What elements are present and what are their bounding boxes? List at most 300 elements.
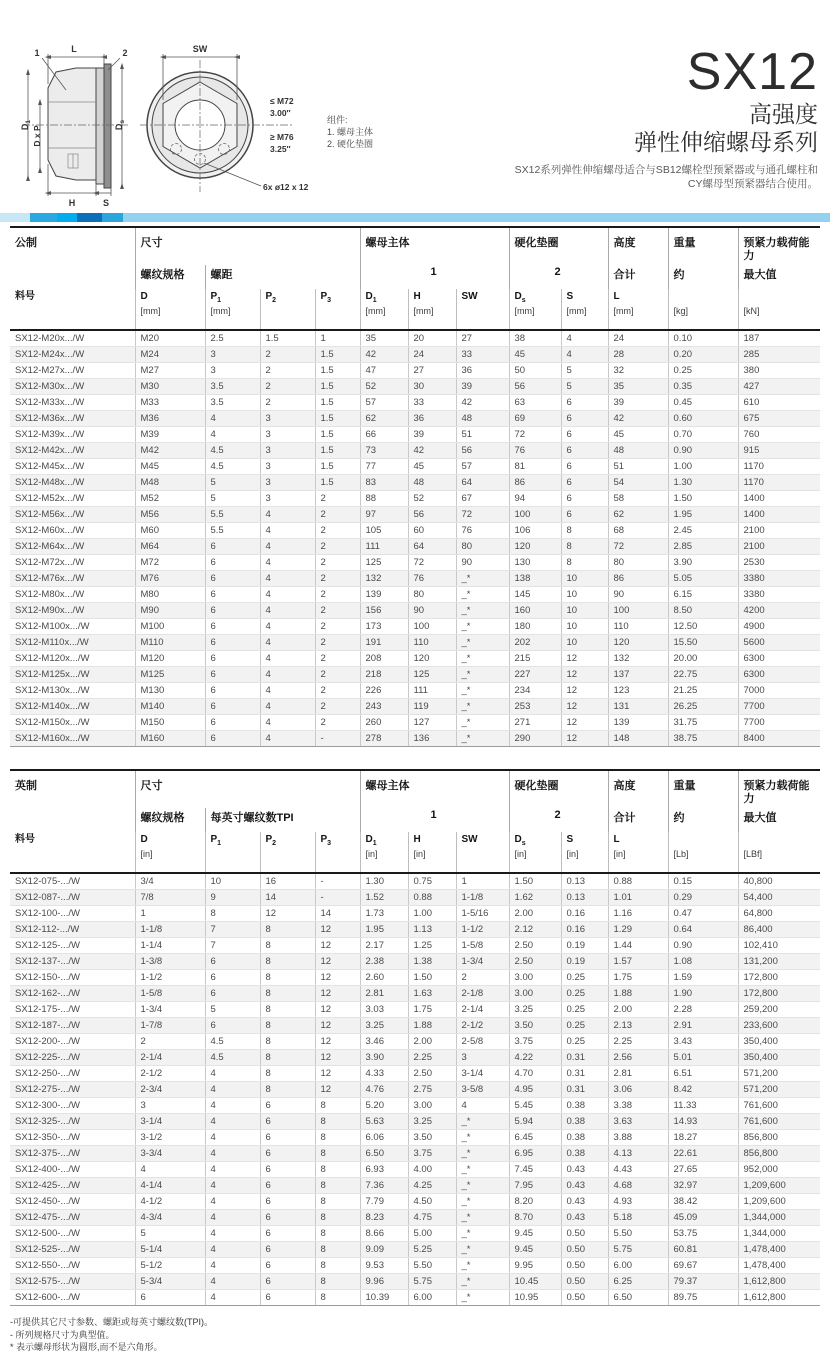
table-cell: 12	[315, 1082, 360, 1098]
table-cell: 2.91	[668, 1018, 738, 1034]
table-cell: 285	[738, 347, 820, 363]
table-cell: 1,344,000	[738, 1226, 820, 1242]
column-header: $P_3$	[315, 289, 360, 330]
table-cell: 2	[260, 363, 315, 379]
table-cell: 6	[260, 1114, 315, 1130]
table-cell: 6	[260, 1178, 315, 1194]
table-cell: 39	[456, 379, 509, 395]
table-cell: 6.25	[608, 1274, 668, 1290]
table-cell: 1400	[738, 491, 820, 507]
table-cell: 53.75	[668, 1226, 738, 1242]
table-cell: 7/8	[135, 890, 205, 906]
table-row	[10, 715, 820, 731]
table-cell: M20	[135, 330, 205, 347]
table-cell: _*	[456, 731, 509, 747]
table-cell: 4	[260, 603, 315, 619]
table-cell: 73	[360, 443, 408, 459]
group-weight-sub: 约	[668, 265, 738, 289]
table-cell: 5.45	[509, 1098, 561, 1114]
table-cell: 1-1/8	[135, 922, 205, 938]
table-row	[10, 1034, 820, 1050]
metric-table	[10, 226, 820, 747]
table-cell: 7.45	[509, 1162, 561, 1178]
table-cell: M140	[135, 699, 205, 715]
table-cell: 761,600	[738, 1114, 820, 1130]
table-cell: 2.00	[408, 1034, 456, 1050]
technical-drawings	[0, 0, 420, 210]
table-cell: SX12-M52x.../W	[10, 491, 135, 507]
table-cell: 60.81	[668, 1242, 738, 1258]
table-cell: 6	[205, 587, 260, 603]
table-cell: 191	[360, 635, 408, 651]
table-row	[10, 1146, 820, 1162]
table-cell: 5	[205, 491, 260, 507]
table-cell: 4.76	[360, 1082, 408, 1098]
table-cell: 2.13	[608, 1018, 668, 1034]
table-cell: 8	[315, 1130, 360, 1146]
table-cell: 160	[509, 603, 561, 619]
table-cell: 12	[561, 699, 608, 715]
table-cell: 3	[135, 1098, 205, 1114]
table-cell: 2.28	[668, 1002, 738, 1018]
table-cell: 0.20	[668, 347, 738, 363]
decor-bar-base	[0, 213, 830, 222]
table-cell: 675	[738, 411, 820, 427]
table-row	[10, 1114, 820, 1130]
table-cell: _*	[456, 603, 509, 619]
callout-1: 1	[34, 48, 40, 58]
table-cell: 56	[456, 443, 509, 459]
table-cell: 6	[561, 443, 608, 459]
table-cell: 6	[260, 1226, 315, 1242]
table-cell: 3.90	[360, 1050, 408, 1066]
table-cell: 5.25	[408, 1242, 456, 1258]
table-row	[10, 1242, 820, 1258]
table-cell: M27	[135, 363, 205, 379]
table-cell: 8	[315, 1098, 360, 1114]
table-row	[10, 427, 820, 443]
table-cell: 6300	[738, 651, 820, 667]
table-cell: 1,478,400	[738, 1242, 820, 1258]
table-cell: 6	[205, 667, 260, 683]
metric-table-body	[10, 330, 820, 747]
table-cell: 6	[260, 1146, 315, 1162]
table-cell: 1.90	[668, 986, 738, 1002]
table-cell: 22.61	[668, 1146, 738, 1162]
table-cell: 38.42	[668, 1194, 738, 1210]
table-cell: 760	[738, 427, 820, 443]
table-cell: 2	[315, 667, 360, 683]
legend-item-nut-body: 1. 螺母主体	[327, 127, 374, 137]
table-cell: 5.18	[608, 1210, 668, 1226]
table-cell: 11.33	[668, 1098, 738, 1114]
table-cell: 132	[608, 651, 668, 667]
page-header	[0, 0, 830, 213]
table-cell: 0.19	[561, 938, 608, 954]
table-cell: 131	[608, 699, 668, 715]
table-cell: 290	[509, 731, 561, 747]
table-cell: 6	[205, 539, 260, 555]
table-cell: 27	[408, 363, 456, 379]
table-row	[10, 1066, 820, 1082]
size-range-ge-inch: 3.25″	[270, 144, 291, 154]
table-cell: 111	[360, 539, 408, 555]
table-cell: 7.95	[509, 1178, 561, 1194]
table-cell: 1.50	[668, 491, 738, 507]
table-cell: 1.88	[408, 1018, 456, 1034]
table-cell: 4	[260, 523, 315, 539]
column-header: $P_2$	[260, 289, 315, 330]
table-cell: 2.50	[509, 938, 561, 954]
table-row	[10, 970, 820, 986]
table-cell: SX12-M24x.../W	[10, 347, 135, 363]
table-cell: 1.30	[668, 475, 738, 491]
table-cell: 3-1/4	[135, 1114, 205, 1130]
table-cell: 86	[608, 571, 668, 587]
table-cell: 187	[738, 330, 820, 347]
table-cell: 20	[408, 330, 456, 347]
table-cell: 172,800	[738, 970, 820, 986]
table-cell: 243	[360, 699, 408, 715]
table-cell: 125	[408, 667, 456, 683]
table-cell: 2	[456, 970, 509, 986]
table-cell: 33	[456, 347, 509, 363]
table-cell: 56	[509, 379, 561, 395]
legend-item-washer: 2. 硬化垫圈	[327, 139, 374, 149]
table-cell: 6	[260, 1210, 315, 1226]
table-cell: 42	[408, 443, 456, 459]
table-cell: 1.5	[315, 443, 360, 459]
group-weight: 重量	[668, 227, 738, 265]
table-cell: M48	[135, 475, 205, 491]
table-cell: 915	[738, 443, 820, 459]
table-cell: _*	[456, 1210, 509, 1226]
table-row	[10, 667, 820, 683]
table-cell: 3.25	[408, 1114, 456, 1130]
table-cell: 0.45	[668, 395, 738, 411]
table-cell: 5	[205, 475, 260, 491]
table-cell: 12	[561, 651, 608, 667]
table-cell: 6	[561, 411, 608, 427]
table-cell: 1.88	[608, 986, 668, 1002]
table-cell: 4	[260, 619, 315, 635]
table-cell: 1.5	[315, 427, 360, 443]
table-cell: M39	[135, 427, 205, 443]
table-cell: 2-1/8	[456, 986, 509, 1002]
table-cell: SX12-300-.../W	[10, 1098, 135, 1114]
table-row	[10, 1258, 820, 1274]
table-cell: 4	[260, 555, 315, 571]
table-cell: SX12-M125x.../W	[10, 667, 135, 683]
table-cell: 8	[561, 539, 608, 555]
table-cell: 54	[608, 475, 668, 491]
table-cell: M90	[135, 603, 205, 619]
table-cell: 45.09	[668, 1210, 738, 1226]
table-cell: 1.5	[315, 379, 360, 395]
table-cell: 6	[260, 1162, 315, 1178]
table-cell: M56	[135, 507, 205, 523]
table-cell: 4-1/2	[135, 1194, 205, 1210]
table-cell: 0.10	[668, 330, 738, 347]
table-cell: 7.36	[360, 1178, 408, 1194]
table-cell: 9.95	[509, 1258, 561, 1274]
table-cell: SX12-575-.../W	[10, 1274, 135, 1290]
table-cell: 10	[561, 619, 608, 635]
column-header: [LBf]	[738, 832, 820, 873]
table-group-row	[10, 770, 820, 808]
table-cell: 0.38	[561, 1098, 608, 1114]
table-cell: SX12-112-.../W	[10, 922, 135, 938]
table-cell: SX12-600-.../W	[10, 1290, 135, 1306]
table-cell: M60	[135, 523, 205, 539]
table-cell: 2.12	[509, 922, 561, 938]
table-cell: 0.50	[561, 1226, 608, 1242]
table-cell: SX12-M110x.../W	[10, 635, 135, 651]
table-cell: 14	[315, 906, 360, 922]
table-cell: 120	[509, 539, 561, 555]
table-cell: 202	[509, 635, 561, 651]
table-cell: 0.16	[561, 906, 608, 922]
table-cell: 3380	[738, 571, 820, 587]
table-cell: 1.52	[360, 890, 408, 906]
table-cell: 5600	[738, 635, 820, 651]
table-cell: 5.75	[608, 1242, 668, 1258]
table-cell: 48	[408, 475, 456, 491]
table-cell: SX12-275-.../W	[10, 1082, 135, 1098]
table-cell: 4200	[738, 603, 820, 619]
table-cell: 3.75	[408, 1146, 456, 1162]
table-row	[10, 699, 820, 715]
table-cell: 42	[360, 347, 408, 363]
table-cell: 1.16	[608, 906, 668, 922]
table-cell: 80	[456, 539, 509, 555]
table-cell: _*	[456, 651, 509, 667]
table-cell: SX12-M100x.../W	[10, 619, 135, 635]
table-cell: 3.63	[608, 1114, 668, 1130]
table-cell: 120	[408, 651, 456, 667]
table-cell: 6	[205, 731, 260, 747]
table-cell: 1.5	[315, 475, 360, 491]
table-cell: 4	[260, 683, 315, 699]
table-cell: 36	[456, 363, 509, 379]
table-cell: 7.79	[360, 1194, 408, 1210]
footnote: -可提供其它尺寸参数、螺距或每英寸螺纹数(TPI)。	[10, 1317, 213, 1327]
table-row	[10, 603, 820, 619]
column-header: S [in]	[561, 832, 608, 873]
table-cell: _*	[456, 1162, 509, 1178]
table-cell: 6	[561, 491, 608, 507]
table-cell: 6	[205, 555, 260, 571]
table-cell: 10	[561, 603, 608, 619]
decor-bar	[0, 213, 830, 222]
table-cell: 4	[205, 1082, 260, 1098]
table-row	[10, 1290, 820, 1306]
table-cell: 18.27	[668, 1130, 738, 1146]
table-cell: 8.42	[668, 1082, 738, 1098]
table-cell: 4	[205, 1274, 260, 1290]
table-cell: 1,209,600	[738, 1178, 820, 1194]
table-cell: 2100	[738, 539, 820, 555]
table-cell: SX12-M42x.../W	[10, 443, 135, 459]
table-row	[10, 619, 820, 635]
table-cell: 2	[315, 699, 360, 715]
table-row	[10, 873, 820, 890]
table-cell: 5	[135, 1226, 205, 1242]
table-cell: 0.50	[561, 1290, 608, 1306]
table-cell: _*	[456, 1130, 509, 1146]
table-row	[10, 1178, 820, 1194]
table-cell: 0.50	[561, 1258, 608, 1274]
table-cell: 9.53	[360, 1258, 408, 1274]
group-load-sub: 最大值	[738, 808, 820, 832]
table-cell: 64	[408, 539, 456, 555]
table-cell: M33	[135, 395, 205, 411]
table-cell: M120	[135, 651, 205, 667]
table-cell: 24	[408, 347, 456, 363]
table-cell: 4	[260, 587, 315, 603]
table-cell: 138	[509, 571, 561, 587]
table-cell: 2.81	[360, 986, 408, 1002]
table-cell: 67	[456, 491, 509, 507]
table-cell: 6	[205, 603, 260, 619]
table-cell: 2.50	[408, 1066, 456, 1082]
table-row	[10, 571, 820, 587]
table-cell: 8	[260, 1082, 315, 1098]
table-cell: 0.35	[668, 379, 738, 395]
table-cell: 1.29	[608, 922, 668, 938]
group-nut-body-index: 1	[360, 808, 509, 832]
table-cell: 6	[205, 651, 260, 667]
table-cell: 27	[456, 330, 509, 347]
table-cell: 0.43	[561, 1162, 608, 1178]
table-cell: 8	[315, 1210, 360, 1226]
table-row	[10, 954, 820, 970]
table-cell: 172,800	[738, 986, 820, 1002]
table-cell: 3.46	[360, 1034, 408, 1050]
table-cell: 2-1/2	[456, 1018, 509, 1034]
table-cell: 6	[205, 571, 260, 587]
column-header: $P_3$	[315, 832, 360, 873]
table-cell: 253	[509, 699, 561, 715]
table-cell: 6.95	[509, 1146, 561, 1162]
table-cell: 76	[456, 523, 509, 539]
table-cell: 8.70	[509, 1210, 561, 1226]
table-cell: 2-1/2	[135, 1066, 205, 1082]
table-subgroup-row	[10, 265, 820, 289]
table-cell: 5-1/4	[135, 1242, 205, 1258]
table-cell: 3.38	[608, 1098, 668, 1114]
table-cell: 4	[561, 330, 608, 347]
table-cell: 9.45	[509, 1226, 561, 1242]
table-row	[10, 1210, 820, 1226]
dim-label-SW: SW	[192, 44, 208, 54]
table-cell: 6	[561, 507, 608, 523]
table-cell: 8	[315, 1178, 360, 1194]
table-cell: 6.51	[668, 1066, 738, 1082]
table-cell: 8	[315, 1274, 360, 1290]
table-cell: 3.50	[408, 1130, 456, 1146]
table-cell: SX12-175-.../W	[10, 1002, 135, 1018]
table-row	[10, 986, 820, 1002]
table-cell: SX12-M90x.../W	[10, 603, 135, 619]
table-cell: 3.5	[205, 395, 260, 411]
table-cell: 2.45	[668, 523, 738, 539]
table-cell: 6.50	[608, 1290, 668, 1306]
table-cell: 12	[561, 683, 608, 699]
table-cell: 208	[360, 651, 408, 667]
table-cell: 4	[205, 1290, 260, 1306]
table-cell: 132	[360, 571, 408, 587]
size-range-ge: ≥ M76	[270, 132, 294, 142]
table-cell: 7	[205, 938, 260, 954]
table-cell: 6.93	[360, 1162, 408, 1178]
table-cell: 0.90	[668, 443, 738, 459]
table-cell: 4.22	[509, 1050, 561, 1066]
group-load: 预紧力载荷能力	[738, 770, 820, 808]
table-cell: 2	[315, 491, 360, 507]
table-cell: 48	[456, 411, 509, 427]
table-cell: 4	[205, 411, 260, 427]
column-header: $P_2$	[260, 832, 315, 873]
table-cell: 2	[315, 683, 360, 699]
group-height: 高度	[608, 227, 668, 265]
table-cell: 69.67	[668, 1258, 738, 1274]
table-row	[10, 555, 820, 571]
table-cell: M24	[135, 347, 205, 363]
table-cell: 35	[608, 379, 668, 395]
table-cell: 3-3/4	[135, 1146, 205, 1162]
bolt-pattern-note: 6x ø12 x 12	[263, 182, 309, 192]
table-cell: _*	[456, 699, 509, 715]
table-cell: 1.38	[408, 954, 456, 970]
table-cell: 86,400	[738, 922, 820, 938]
table-cell: SX12-M160x.../W	[10, 731, 135, 747]
table-cell: 0.50	[561, 1274, 608, 1290]
table-cell: 1,612,800	[738, 1290, 820, 1306]
table-cell: 6	[205, 635, 260, 651]
table-cell: 427	[738, 379, 820, 395]
table-cell: 9.09	[360, 1242, 408, 1258]
column-header: L [in]	[608, 832, 668, 873]
table-cell: 8	[260, 1002, 315, 1018]
table-cell: 610	[738, 395, 820, 411]
table-cell: 218	[360, 667, 408, 683]
table-cell: 7	[205, 922, 260, 938]
table-cell: 45	[509, 347, 561, 363]
table-cell: 1.57	[608, 954, 668, 970]
table-row	[10, 938, 820, 954]
group-washer-index: 2	[509, 808, 608, 832]
table-cell: 72	[608, 539, 668, 555]
table-cell: 4	[205, 427, 260, 443]
table-cell: 3.00	[408, 1098, 456, 1114]
table-cell: 136	[408, 731, 456, 747]
table-cell: 6	[205, 699, 260, 715]
table-cell: 42	[608, 411, 668, 427]
table-cell: 571,200	[738, 1066, 820, 1082]
table-cell: 6	[205, 715, 260, 731]
table-cell: 6	[260, 1274, 315, 1290]
table-cell: 2	[260, 379, 315, 395]
table-cell: 350,400	[738, 1034, 820, 1050]
legend-title: 组件:	[327, 115, 348, 125]
table-cell: 3-1/2	[135, 1130, 205, 1146]
table-cell: 215	[509, 651, 561, 667]
table-cell: SX12-425-.../W	[10, 1178, 135, 1194]
table-subgroup-row	[10, 808, 820, 832]
table-row	[10, 890, 820, 906]
table-cell: 32.97	[668, 1178, 738, 1194]
